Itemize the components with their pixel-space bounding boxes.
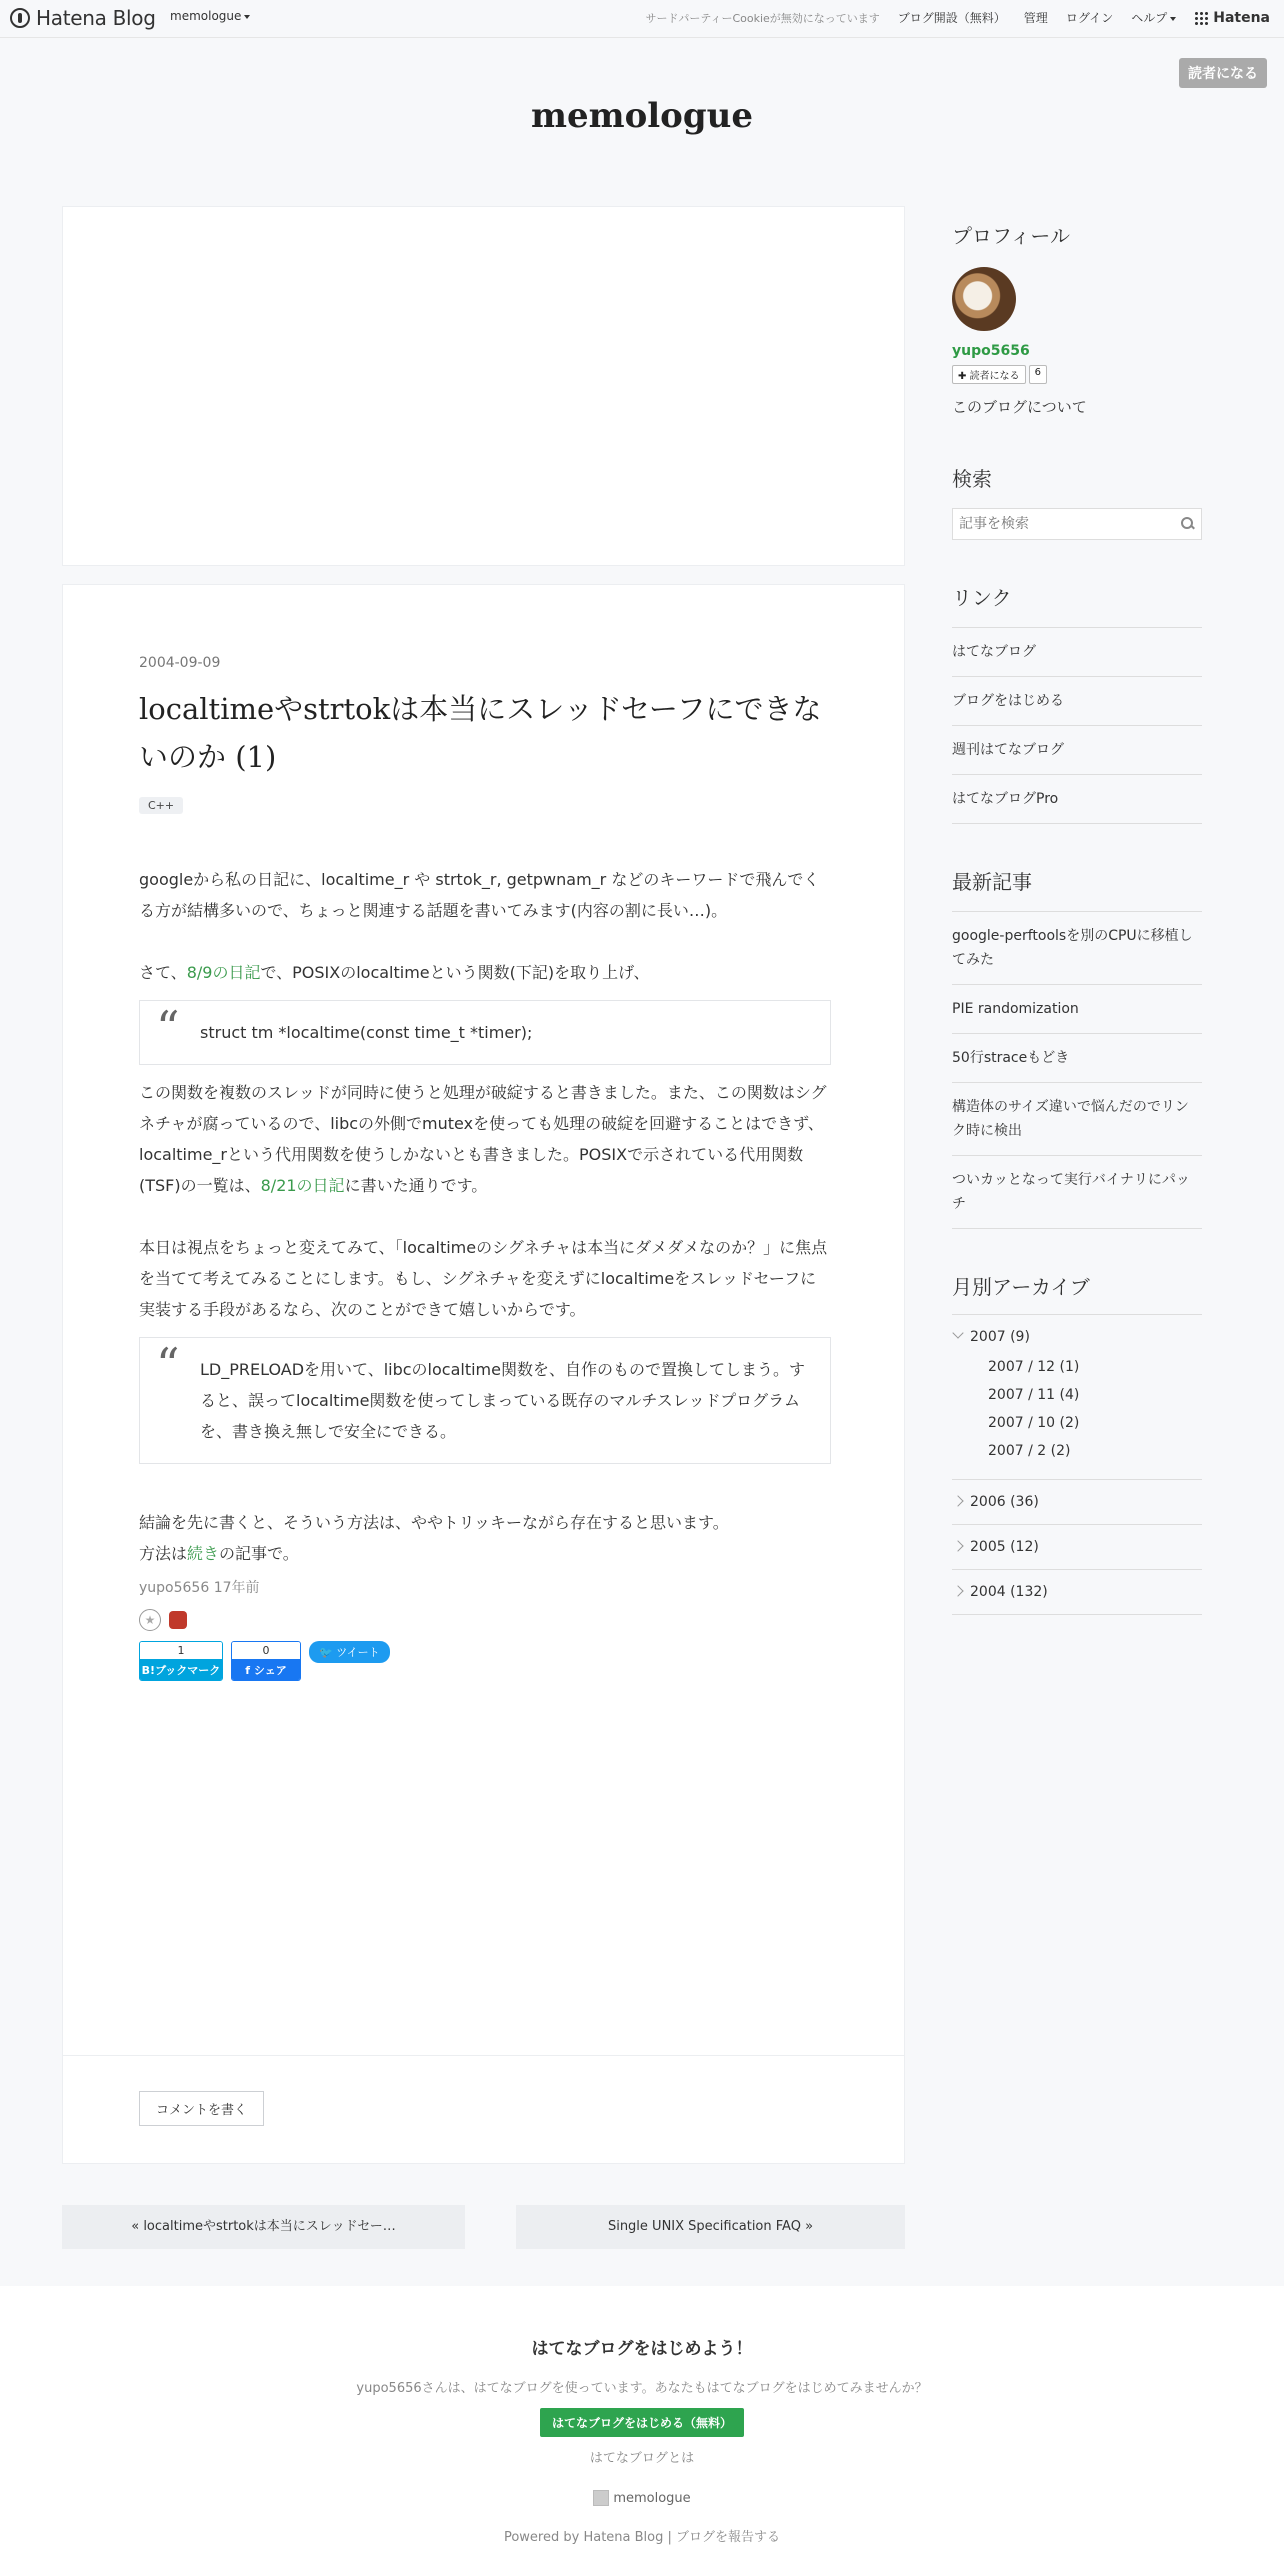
paragraph bbox=[139, 1538, 831, 1569]
entry-author-line[interactable]: yupo5656 17年前 bbox=[139, 1580, 260, 1596]
recent-item[interactable]: 構造体のサイズ違いで悩んだのでリンク時に検出 bbox=[952, 1083, 1202, 1156]
diary-link-0809[interactable]: 8/9の日記 bbox=[186, 963, 261, 982]
add-star-icon[interactable]: ★ bbox=[139, 1609, 161, 1631]
link-item[interactable]: はてなブログ bbox=[952, 628, 1202, 677]
archive-year-2006[interactable] bbox=[952, 1480, 1202, 1525]
diary-link-0821[interactable]: 8/21の日記 bbox=[260, 1176, 345, 1195]
text: の記事で。 bbox=[219, 1544, 299, 1563]
category-tag[interactable]: C++ bbox=[139, 797, 183, 814]
archive-month[interactable]: 2007 / 12 (1) bbox=[988, 1359, 1080, 1375]
entry-article bbox=[62, 584, 905, 2164]
divider bbox=[63, 2055, 904, 2056]
quote-icon: “ bbox=[156, 1338, 180, 1392]
text: で、POSIXのlocaltimeという関数(下記)を取り上げ、 bbox=[260, 963, 650, 982]
pager-prev-link[interactable]: « localtimeやstrtokは本当にスレッドセー… bbox=[62, 2205, 465, 2249]
blog-icon bbox=[593, 2490, 609, 2506]
search-icon[interactable] bbox=[1181, 517, 1195, 531]
archive-title: 月別アーカイブ bbox=[952, 1275, 1090, 1299]
chevron-down-icon bbox=[1170, 17, 1176, 21]
chevron-down-icon bbox=[952, 1327, 963, 1338]
recent-list bbox=[952, 911, 1202, 1229]
login-link[interactable]: ログイン bbox=[1065, 11, 1114, 25]
share-text: シェア bbox=[253, 1664, 287, 1677]
footer-description: yupo5656さんは、はてなブログを使っています。あなたもはてなブログをはじめてみませんか？ bbox=[356, 2381, 928, 2396]
recent-item[interactable]: 50行straceもどき bbox=[952, 1034, 1202, 1083]
recent-title: 最新記事 bbox=[952, 870, 1032, 894]
entry-inner bbox=[139, 655, 831, 1681]
recent-item[interactable]: ついカッとなって実行バイナリにパッチ bbox=[952, 1156, 1202, 1229]
links-module bbox=[952, 582, 1202, 824]
blog-title[interactable]: memologue bbox=[531, 96, 753, 136]
facebook-share-button[interactable] bbox=[231, 1641, 301, 1681]
archive-months bbox=[970, 1353, 1202, 1465]
admin-link[interactable]: 管理 bbox=[1023, 11, 1048, 25]
quote-text: struct tm *localtime(const time_t *timer); bbox=[200, 1023, 533, 1042]
about-blog-link[interactable]: このブログについて bbox=[952, 398, 1087, 416]
hatena-blog-logo-icon bbox=[10, 8, 30, 28]
footer bbox=[0, 2286, 1284, 2568]
write-comment-button[interactable]: コメントを書く bbox=[139, 2091, 264, 2126]
archive-year-2007[interactable] bbox=[952, 1315, 1202, 1480]
search-title: 検索 bbox=[952, 467, 992, 491]
search-input[interactable] bbox=[959, 516, 1159, 532]
link-item[interactable]: はてなブログPro bbox=[952, 775, 1202, 824]
chevron-right-icon bbox=[952, 1495, 963, 1506]
global-header bbox=[0, 0, 1284, 38]
tweet-label: ツイート bbox=[336, 1646, 380, 1659]
paragraph: 本日は視点をちょっと変えてみて、「localtimeのシグネチャは本当にダメダメなのか？」に焦点を当てて考えてみることにします。もし、シグネチャを変えずにlocaltimeをスレッドセーフに実装する手段があるなら、次のことができて嬉しいからです。 bbox=[139, 1238, 828, 1319]
bookmark-count: 1 bbox=[140, 1642, 222, 1660]
pager-next-link[interactable]: Single UNIX Specification FAQ » bbox=[516, 2205, 905, 2249]
link-item[interactable]: 週刊はてなブログ bbox=[952, 726, 1202, 775]
powered-by[interactable]: Powered by Hatena Blog | ブログを報告する bbox=[503, 2530, 781, 2545]
archive-year-2004[interactable] bbox=[952, 1570, 1202, 1615]
text: 方法は bbox=[139, 1544, 188, 1563]
blockquote bbox=[139, 1000, 831, 1065]
header-right-menu bbox=[628, 9, 1270, 26]
recent-module bbox=[952, 866, 1202, 1229]
plus-icon: ✚ bbox=[958, 371, 970, 382]
start-blog-link[interactable]: ブログ開設（無料） bbox=[897, 11, 1006, 25]
hatena-menu[interactable] bbox=[1194, 10, 1270, 26]
search-box bbox=[952, 508, 1202, 540]
archive-list bbox=[952, 1314, 1202, 1615]
archive-year-label: 2005 (12) bbox=[970, 1539, 1039, 1555]
recent-item[interactable]: google-perftoolsを別のCPUに移植してみた bbox=[952, 912, 1202, 985]
entry-title[interactable]: localtimeやstrtokは本当にスレッドセーフにできないのか (1) bbox=[139, 692, 822, 774]
profile-title: プロフィール bbox=[952, 224, 1070, 248]
archive-year-label: 2007 (9) bbox=[970, 1329, 1030, 1345]
chevron-right-icon bbox=[952, 1540, 963, 1551]
entry-body bbox=[139, 864, 831, 1569]
star-row bbox=[139, 1609, 831, 1631]
text: この関数を複数のスレッドが同時に使うと処理が破綻すると書きました。また、この関数はシグネチャが腐っているので、libcの外側でmutexを使っても処理の破綻を回避することはできず、localtime_rという代用関数を使うしかないとも書きました。POSIXで示されている代用関数(TSF)の一覧は、 bbox=[139, 1083, 827, 1195]
continued-link[interactable]: 続き bbox=[187, 1544, 220, 1563]
recent-item[interactable]: PIE randomization bbox=[952, 985, 1202, 1034]
subscribe-small-label: 読者になる bbox=[969, 371, 1020, 382]
tweet-button[interactable] bbox=[309, 1641, 390, 1663]
text: さて、 bbox=[139, 963, 187, 982]
links-title: リンク bbox=[952, 586, 1012, 610]
avatar[interactable] bbox=[952, 267, 1016, 331]
quote-icon: “ bbox=[156, 1001, 180, 1055]
paragraph: googleから私の日記に、localtime_r や strtok_r, getpwnam_r などのキーワードで飛んでくる方が結構多いので、ちょっと関連する話題を書いてみます(内容の割に長い…)。 bbox=[139, 870, 820, 920]
archive-month[interactable]: 2007 / 10 (2) bbox=[988, 1415, 1080, 1431]
footer-title: はてなブログをはじめよう！ bbox=[531, 2339, 753, 2359]
link-item[interactable]: ブログをはじめる bbox=[952, 677, 1202, 726]
entry-date[interactable]: 2004-09-09 bbox=[139, 655, 221, 671]
chevron-down-icon bbox=[244, 15, 250, 19]
share-row bbox=[139, 1641, 831, 1681]
profile-module bbox=[952, 220, 1202, 417]
facebook-icon: f bbox=[245, 1664, 254, 1677]
paragraph bbox=[139, 1077, 831, 1201]
bookmark-label: B!ブックマーク bbox=[140, 1660, 222, 1681]
paragraph: 結論を先に書くと、そういう方法は、ややトリッキーながら存在すると思います。 bbox=[139, 1513, 729, 1532]
hatena-label: Hatena bbox=[1213, 9, 1270, 26]
help-label: ヘルプ bbox=[1131, 11, 1168, 25]
profile-name[interactable]: yupo5656 bbox=[952, 343, 1030, 359]
subscribe-button[interactable]: 読者になる bbox=[1179, 58, 1267, 88]
hatena-dots-icon bbox=[1194, 11, 1208, 25]
start-blog-button[interactable]: はてなブログをはじめる（無料） bbox=[540, 2408, 744, 2437]
blockquote bbox=[139, 1337, 831, 1464]
star-user-icon[interactable] bbox=[169, 1611, 187, 1629]
about-hatena-blog-link[interactable]: はてなブログとは bbox=[589, 2451, 695, 2466]
text: に書いた通りです。 bbox=[344, 1176, 488, 1195]
subscriber-count: 6 bbox=[1029, 365, 1047, 384]
archive-year-label: 2004 (132) bbox=[970, 1584, 1048, 1600]
archive-module bbox=[952, 1271, 1202, 1615]
help-menu[interactable] bbox=[1131, 9, 1176, 26]
footer-blog-link[interactable] bbox=[0, 2490, 1284, 2506]
profile-subscribe bbox=[952, 365, 1202, 384]
hatena-blog-logo[interactable] bbox=[10, 6, 156, 30]
subscribe-small-button[interactable] bbox=[952, 365, 1026, 384]
archive-month[interactable]: 2007 / 2 (2) bbox=[988, 1443, 1071, 1459]
twitter-bird-icon: 🐦 bbox=[319, 1646, 337, 1659]
logo-text: Hatena Blog bbox=[36, 6, 156, 30]
archive-year-2005[interactable] bbox=[952, 1525, 1202, 1570]
search-module bbox=[952, 463, 1202, 540]
archive-month[interactable]: 2007 / 11 (4) bbox=[988, 1387, 1080, 1403]
ad-area bbox=[62, 206, 905, 566]
cookie-notice[interactable]: サードパーティーCookieが無効になっています bbox=[645, 11, 880, 25]
blog-menu[interactable] bbox=[170, 9, 250, 23]
hatena-bookmark-button[interactable] bbox=[139, 1641, 223, 1681]
share-label bbox=[232, 1660, 300, 1681]
archive-year-label: 2006 (36) bbox=[970, 1494, 1039, 1510]
footer-blog-name: memologue bbox=[613, 2490, 691, 2506]
links-list bbox=[952, 627, 1202, 824]
paragraph bbox=[139, 957, 831, 988]
quote-text: LD_PRELOADを用いて、libcのlocaltime関数を、自作のもので置換してしまう。すると、誤ってlocaltime関数を使ってしまっている既存のマルチスレッドプログラムを、書き換え無しで安全にできる。 bbox=[200, 1360, 805, 1441]
sidebar bbox=[952, 220, 1202, 1615]
chevron-right-icon bbox=[952, 1585, 963, 1596]
share-count: 0 bbox=[232, 1642, 300, 1660]
blog-menu-label: memologue bbox=[170, 9, 242, 23]
